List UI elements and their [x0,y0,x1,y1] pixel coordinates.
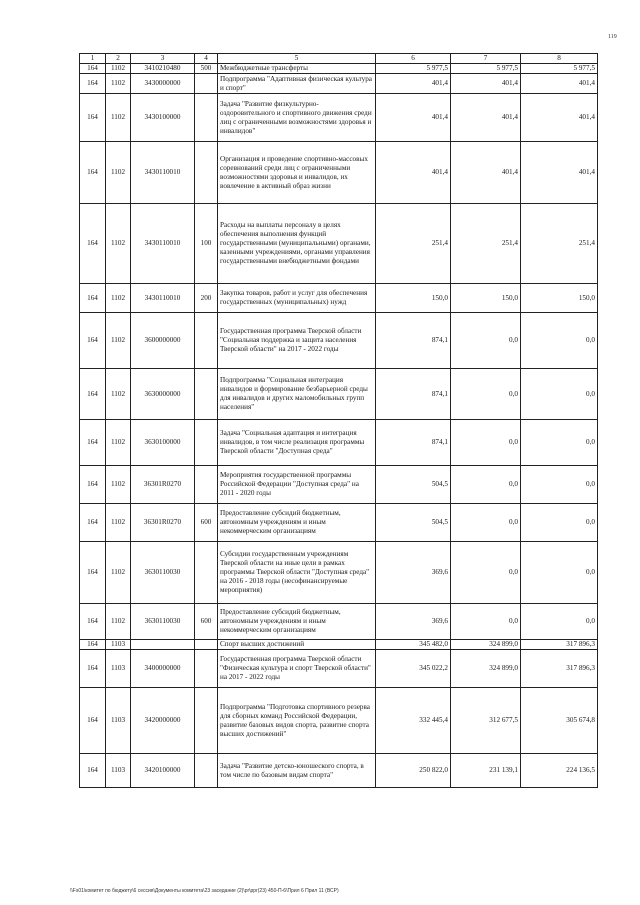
expense-type-cell [195,754,218,788]
subsection-code-cell: 1103 [106,688,131,754]
expense-name-cell: Закупка товаров, работ и услуг для обеспечения государственных (муниципальных) нужд [218,284,376,313]
amount-2018-cell: 250 822,0 [376,754,451,788]
subsection-code-cell: 1102 [106,369,131,420]
column-header: 7 [451,54,521,64]
amount-2020-cell: 0,0 [521,466,598,504]
expense-type-cell [195,142,218,204]
amount-2019-cell: 0,0 [451,420,521,466]
amount-2019-cell: 401,4 [451,142,521,204]
expense-type-cell: 500 [195,64,218,74]
expense-name-cell: Субсидии государственным учреждениям Тверской области на иные цели в рамках программы Тверской области "Доступная среда" на 2016 - 2018 годы (несофинансируемые мероприятия) [218,542,376,604]
table-row [80,688,598,754]
table-row [80,650,598,688]
expense-type-cell [195,420,218,466]
expense-type-cell [195,650,218,688]
section-code-cell: 164 [80,754,106,788]
section-code-cell: 164 [80,142,106,204]
subsection-code-cell: 1102 [106,604,131,640]
amount-2020-cell: 150,0 [521,284,598,313]
expense-name-cell: Расходы на выплаты персоналу в целях обеспечения выполнения функций государственными (муниципальными) органами, казенными учреждениями, органами управления государственными внебюджетными фондами [218,204,376,284]
target-article-cell: 3410210480 [131,64,195,74]
expense-name-cell: Спорт высших достижений [218,640,376,650]
expense-name-cell: Задача "Развитие физкультурно-оздоровительного и спортивного движения среди лиц с ограниченными возможностями здоровья и инвалидов" [218,94,376,142]
expense-type-cell: 600 [195,504,218,542]
amount-2018-cell: 369,6 [376,542,451,604]
subsection-code-cell: 1102 [106,284,131,313]
expense-name-cell: Мероприятия государственной программы Российской Федерации "Доступная среда" на 2011 - 2020 годы [218,466,376,504]
target-article-cell: 3630110030 [131,604,195,640]
table-row [80,142,598,204]
amount-2020-cell: 0,0 [521,420,598,466]
amount-2018-cell: 345 482,0 [376,640,451,650]
table-row [80,466,598,504]
section-code-cell: 164 [80,369,106,420]
subsection-code-cell: 1103 [106,754,131,788]
section-code-cell: 164 [80,420,106,466]
section-code-cell: 164 [80,204,106,284]
table-row [80,542,598,604]
table-row [80,284,598,313]
amount-2020-cell: 0,0 [521,313,598,369]
amount-2019-cell: 0,0 [451,369,521,420]
table-row [80,369,598,420]
amount-2019-cell: 401,4 [451,74,521,94]
amount-2020-cell: 0,0 [521,504,598,542]
amount-2019-cell: 324 899,0 [451,640,521,650]
amount-2018-cell: 150,0 [376,284,451,313]
section-code-cell: 164 [80,640,106,650]
amount-2019-cell: 251,4 [451,204,521,284]
amount-2019-cell: 150,0 [451,284,521,313]
column-header: 4 [195,54,218,64]
expense-type-cell [195,640,218,650]
table-row [80,754,598,788]
section-code-cell: 164 [80,650,106,688]
amount-2019-cell: 0,0 [451,313,521,369]
section-code-cell: 164 [80,94,106,142]
amount-2020-cell: 401,4 [521,74,598,94]
target-article-cell: 3630110030 [131,542,195,604]
expense-name-cell: Подпрограмма "Социальная интеграция инвалидов и формирование безбарьерной среды для инвалидов и других маломобильных групп населения" [218,369,376,420]
expense-type-cell [195,74,218,94]
amount-2018-cell: 251,4 [376,204,451,284]
target-article-cell: 3420100000 [131,754,195,788]
amount-2020-cell: 224 136,5 [521,754,598,788]
amount-2019-cell: 401,4 [451,94,521,142]
target-article-cell: 3430110010 [131,204,195,284]
expense-name-cell: Организация и проведение спортивно-массовых соревнований среди лиц с ограниченными возможностями здоровья и инвалидов, их вовлечение в активный образ жизни [218,142,376,204]
expense-name-cell: Задача "Социальная адаптация и интеграция инвалидов, в том числе реализация программы Тверской области "Доступная среда" [218,420,376,466]
subsection-code-cell: 1102 [106,74,131,94]
subsection-code-cell: 1103 [106,650,131,688]
expense-type-cell [195,369,218,420]
budget-table-body [80,54,598,788]
column-header: 6 [376,54,451,64]
target-article-cell: 3420000000 [131,688,195,754]
amount-2018-cell: 5 977,5 [376,64,451,74]
table-row [80,64,598,74]
target-article-cell: 3430100000 [131,94,195,142]
expense-type-cell [195,466,218,504]
amount-2019-cell: 0,0 [451,504,521,542]
amount-2020-cell: 251,4 [521,204,598,284]
subsection-code-cell: 1102 [106,313,131,369]
column-number-row [80,54,598,64]
expense-name-cell: Задача "Развитие детско-юношеского спорта, в том числе по базовым видам спорта" [218,754,376,788]
amount-2020-cell: 0,0 [521,369,598,420]
page-number: 119 [608,34,617,40]
column-header: 8 [521,54,598,64]
subsection-code-cell: 1103 [106,640,131,650]
amount-2020-cell: 0,0 [521,542,598,604]
subsection-code-cell: 1102 [106,204,131,284]
target-article-cell: 3430000000 [131,74,195,94]
amount-2020-cell: 305 674,8 [521,688,598,754]
table-row [80,94,598,142]
expense-name-cell: Государственная программа Тверской области "Физическая культура и спорт Тверской области" на 2017 - 2022 годы [218,650,376,688]
amount-2020-cell: 5 977,5 [521,64,598,74]
section-code-cell: 164 [80,688,106,754]
amount-2018-cell: 369,6 [376,604,451,640]
expense-type-cell: 100 [195,204,218,284]
section-code-cell: 164 [80,504,106,542]
target-article-cell: 3600000000 [131,313,195,369]
expense-type-cell: 200 [195,284,218,313]
amount-2018-cell: 504,5 [376,504,451,542]
amount-2018-cell: 874,1 [376,369,451,420]
column-header: 1 [80,54,106,64]
table-row [80,420,598,466]
expense-type-cell [195,542,218,604]
amount-2018-cell: 874,1 [376,313,451,369]
subsection-code-cell: 1102 [106,542,131,604]
amount-2018-cell: 401,4 [376,94,451,142]
file-path-footer: \\Fs01\комитет по бюджету\6 сессия\Документы комитета\23 заседание (2)\pr\ppr(23) 450-П-6\Прил 6 Прил 11 (ВСР) [70,888,339,894]
amount-2019-cell: 0,0 [451,542,521,604]
amount-2020-cell: 317 896,3 [521,650,598,688]
expense-type-cell: 600 [195,604,218,640]
expense-name-cell: Подпрограмма "Адаптивная физическая культура и спорт" [218,74,376,94]
expense-name-cell: Предоставление субсидий бюджетным, автономным учреждениям и иным некоммерческим организациям [218,504,376,542]
table-row [80,504,598,542]
subsection-code-cell: 1102 [106,64,131,74]
section-code-cell: 164 [80,466,106,504]
section-code-cell: 164 [80,284,106,313]
section-code-cell: 164 [80,313,106,369]
expense-type-cell [195,313,218,369]
target-article-cell: 36301R0270 [131,466,195,504]
subsection-code-cell: 1102 [106,142,131,204]
amount-2020-cell: 317 896,3 [521,640,598,650]
amount-2019-cell: 324 899,0 [451,650,521,688]
table-row [80,604,598,640]
expense-name-cell: Подпрограмма "Подготовка спортивного резерва для сборных команд Российской Федерации, развитие базовых видов спорта, развитие спорта высших достижений" [218,688,376,754]
amount-2020-cell: 401,4 [521,94,598,142]
target-article-cell: 3630000000 [131,369,195,420]
amount-2019-cell: 0,0 [451,466,521,504]
amount-2020-cell: 401,4 [521,142,598,204]
section-code-cell: 164 [80,542,106,604]
subsection-code-cell: 1102 [106,466,131,504]
target-article-cell: 36301R0270 [131,504,195,542]
amount-2018-cell: 332 445,4 [376,688,451,754]
table-row [80,640,598,650]
expense-name-cell: Межбюджетные трансферты [218,64,376,74]
target-article-cell: 3430110010 [131,284,195,313]
expense-name-cell: Государственная программа Тверской области "Социальная поддержка и защита населения Тверской области" на 2017 - 2022 годы [218,313,376,369]
table-row [80,204,598,284]
amount-2019-cell: 5 977,5 [451,64,521,74]
subsection-code-cell: 1102 [106,94,131,142]
amount-2018-cell: 504,5 [376,466,451,504]
target-article-cell: 3430110010 [131,142,195,204]
table-row [80,74,598,94]
target-article-cell: 3630100000 [131,420,195,466]
column-header: 2 [106,54,131,64]
expense-type-cell [195,688,218,754]
column-header: 3 [131,54,195,64]
target-article-cell: 3400000000 [131,650,195,688]
amount-2018-cell: 874,1 [376,420,451,466]
amount-2018-cell: 345 022,2 [376,650,451,688]
section-code-cell: 164 [80,604,106,640]
amount-2019-cell: 231 139,1 [451,754,521,788]
amount-2019-cell: 312 677,5 [451,688,521,754]
target-article-cell [131,640,195,650]
amount-2018-cell: 401,4 [376,142,451,204]
column-header: 5 [218,54,376,64]
subsection-code-cell: 1102 [106,420,131,466]
table-row [80,313,598,369]
budget-table [79,53,598,788]
expense-type-cell [195,94,218,142]
expense-name-cell: Предоставление субсидий бюджетным, автономным учреждениям и иным некоммерческим организациям [218,604,376,640]
section-code-cell: 164 [80,74,106,94]
amount-2018-cell: 401,4 [376,74,451,94]
subsection-code-cell: 1102 [106,504,131,542]
amount-2020-cell: 0,0 [521,604,598,640]
amount-2019-cell: 0,0 [451,604,521,640]
section-code-cell: 164 [80,64,106,74]
